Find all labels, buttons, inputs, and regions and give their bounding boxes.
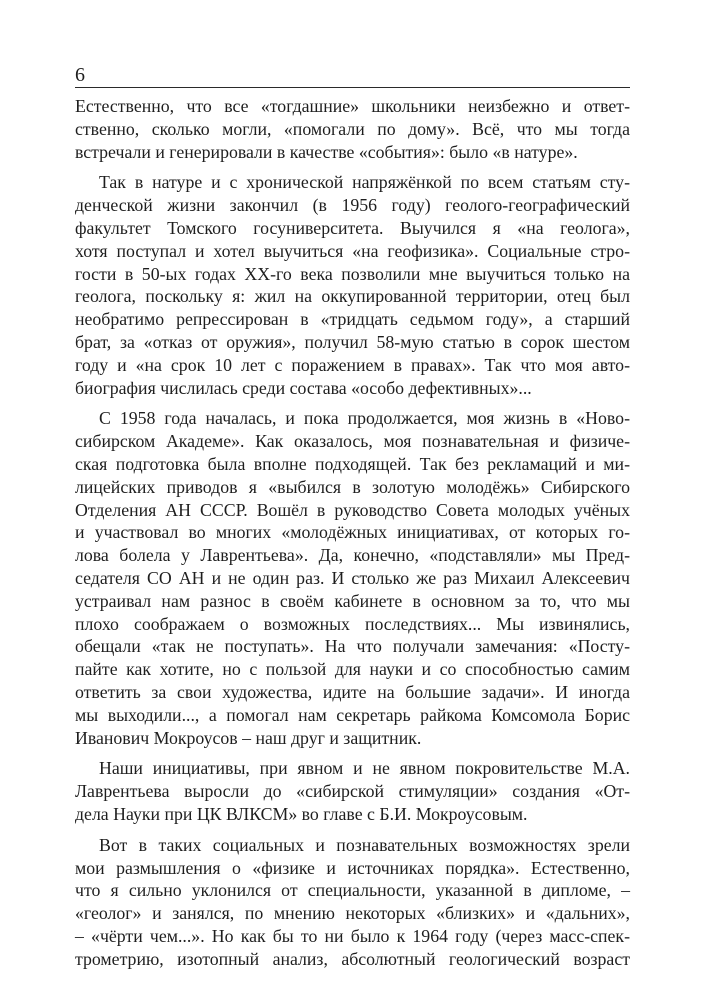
paragraph-4 [75, 757, 630, 825]
text-line: Иванович Мокроусов – наш друг и защитник. [75, 727, 422, 748]
text-line: устраивал нам разнос в своём кабинете в основном за то, что мы [75, 590, 630, 611]
paragraph-1 [75, 95, 630, 163]
text-line: ская подготовка была вполне подходящей. Так без рекламаций и ми- [75, 453, 630, 474]
text-line: Отделения АН СССР. Вошёл в руководство Совета молодых учёных [75, 499, 630, 520]
text-line: лова болела у Лаврентьева». Да, конечно, «подставляли» мы Пред- [75, 545, 630, 566]
text-line: необратимо репрессирован в «тридцать седьмом году», а старший [75, 309, 630, 330]
text-line: факультет Томского госуниверситета. Выучился я «на геолога», [75, 217, 630, 238]
text-line: лицейских приводов я «выбился в золотую молодёжь» Сибирского [75, 476, 630, 497]
text-line: денческой жизни закончил (в 1956 году) геолого-географический [75, 195, 630, 216]
text-line: «геолог» и занялся, по мнению некоторых «близких» и «дальних», [75, 903, 630, 924]
text-line: брат, за «отказ от оружия», получил 58-мую статью в сорок шестом [75, 331, 630, 352]
text-line: мои размышления о «физике и источниках порядка». Естественно, [75, 857, 630, 878]
text-line: и участвовал во многих «молодёжных инициативах, от которых го- [75, 522, 630, 543]
text-line: обещали «так не поступать». На что получали замечания: «Посту- [75, 636, 630, 657]
text-line: С 1958 года началась, и пока продолжается, моя жизнь в «Ново- [99, 408, 630, 429]
text-line: Вот в таких социальных и познавательных возможностях зрели [99, 834, 630, 855]
text-line: Лаврентьева выросли до «сибирской стимуляции» создания «От- [75, 781, 630, 802]
text-line: Наши инициативы, при явном и не явном покровительстве М.А. [99, 758, 630, 779]
text-line: мы выходили..., а помогал нам секретарь райкома Комсомола Борис [75, 704, 630, 725]
text-line: трометрию, изотопный анализ, абсолютный геологический возраст [75, 948, 630, 969]
text-line: гости в 50-ых годах XX-го века позволили мне выучиться только на [75, 263, 630, 284]
page-number: 6 [75, 64, 85, 86]
text-line: ственно, сколько могли, «помогали по дому». Всё, что мы тогда [75, 118, 630, 139]
text-line: Так в натуре и с хронической напряжёнкой по всем статьям сту- [99, 172, 630, 193]
text-line: году и «на срок 10 лет с поражением в правах». Так что моя авто- [75, 354, 630, 375]
body-text [75, 95, 630, 970]
text-line: Естественно, что все «тогдашние» школьники неизбежно и ответ- [75, 96, 630, 116]
text-line: хотя поступал и хотел выучиться «на геофизика». Социальные стро- [75, 240, 630, 261]
paragraph-3 [75, 407, 630, 749]
text-line: биография числилась среди состава «особо дефективных»... [75, 377, 532, 398]
text-line: пайте как хотите, но с пользой для науки и со способностью самим [75, 659, 630, 680]
text-line: ответить за свои художества, идите на большие задачи». И иногда [75, 681, 630, 702]
header-rule [75, 87, 630, 88]
text-line: встречали и генерировали в качестве «события»: было «в натуре». [75, 141, 578, 162]
text-line: дела Науки при ЦК ВЛКСМ» во главе с Б.И. Мокроусовым. [75, 803, 528, 824]
text-line: что я сильно уклонился от специальности, указанной в дипломе, – [75, 880, 630, 901]
text-line: седателя СО АН и не один раз. И столько же раз Михаил Алексеевич [75, 567, 630, 588]
paragraph-2 [75, 171, 630, 399]
text-line: – «чёрти чем...». Но как бы то ни было к 1964 году (через масс-спек- [75, 925, 630, 946]
text-line: геолога, поскольку я: жил на оккупированной территории, отец был [75, 286, 630, 307]
text-line: плохо соображаем о возможных последствиях... Мы извинялись, [75, 613, 630, 634]
text-line: сибирском Академе». Как оказалось, моя познавательная и физиче- [75, 431, 630, 452]
paragraph-5 [75, 834, 630, 971]
